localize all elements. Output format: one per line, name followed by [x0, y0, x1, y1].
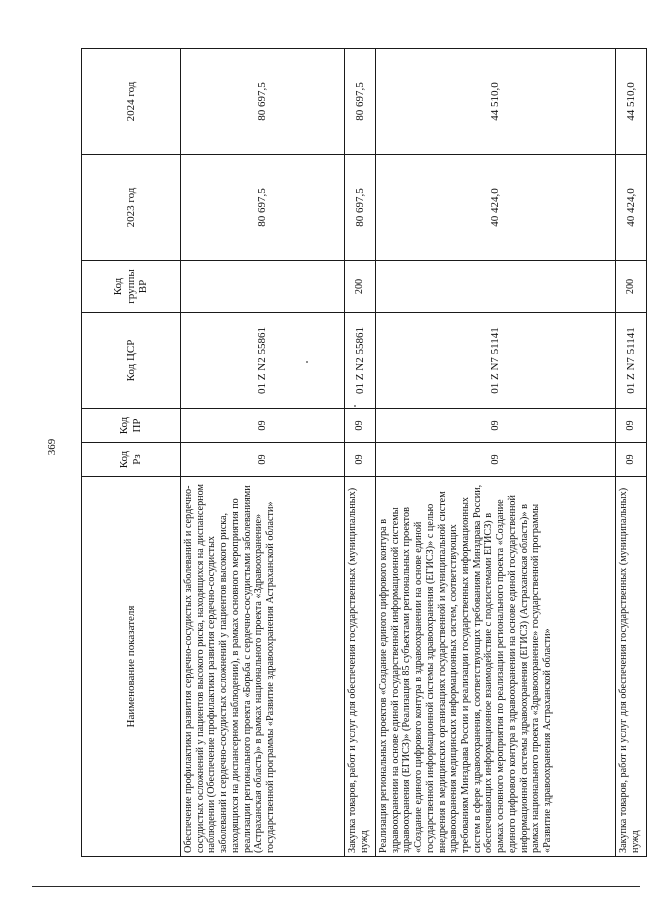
row-rz: 09: [376, 443, 616, 477]
row-pr: 09: [181, 409, 345, 443]
row-csr: 01 Z N7 51141: [616, 313, 647, 409]
row-rz: 09: [181, 443, 345, 477]
row-csr: 01 Z N2 55861: [181, 313, 345, 409]
scan-speck: [306, 361, 308, 363]
scan-speck: [354, 405, 356, 407]
row-2024: 80 697,5: [345, 49, 376, 155]
row-2023: 80 697,5: [181, 155, 345, 261]
row-csr: 01 Z N7 51141: [376, 313, 616, 409]
table-row: [345, 49, 376, 857]
table-row: [181, 49, 345, 857]
row-2023: 80 697,5: [345, 155, 376, 261]
row-2023: 40 424,0: [376, 155, 616, 261]
row-pr: 09: [376, 409, 616, 443]
table-row: [616, 49, 647, 857]
row-name: Реализация региональных проектов «Создание единого цифрового контура в здравоохранении на основе единой государственной информационной системы здравоохранения (ЕГИСЗ)» (Реализация 85 субъектами региональных проектов «Создание единого цифрового контура в здравоохранении на основе единой государственной информационной системы здравоохранения (ЕГИСЗ)» с целью внедрения в медицинских организациях государственной и муниципальной систем здравоохранения медицинских информационных систем, соответствующих требованиям Минздрава России и реализации государственных информационных систем в сфере здравоохранения, соответствующих требованиям Минздрава России, обеспечивающих информационное взаимодействие с подсистемами ЕГИСЗ) в рамках основного мероприятия по реализации регионального проекта «Создание единого цифрового контура в здравоохранении на основе единой государственной информационной системы здравоохранения (ЕГИСЗ) (Астраханская область)» в рамках национального проекта «Здравоохранение» государственной программы «Развитие здравоохранения Астраханской области»: [376, 477, 616, 857]
page-bottom-rule: [32, 886, 640, 887]
rotated-table-container: [81, 49, 641, 857]
table-header-row: [82, 49, 181, 857]
row-pr: 09: [345, 409, 376, 443]
row-name: Обеспечение профилактики развития сердечно-сосудистых заболеваний и сердечно-сосудистых осложнений у пациентов высокого риска, находящихся на диспансерном наблюдении (Обеспечение профилактики развития сердечно-сосудистых заболеваний и сердечно-сосудистых осложнений у пациентов высокого риска, находящихся на диспансерном наблюдении), в рамках основного мероприятия по реализации регионального проекта «Борьба с сердечно-сосудистыми заболеваниями (Астраханская область)» в рамках национального проекта «Здравоохранение» государственной программы «Развитие здравоохранения Астраханской области»: [181, 477, 345, 857]
row-2024: 44 510,0: [376, 49, 616, 155]
row-2023: 40 424,0: [616, 155, 647, 261]
budget-table: [81, 48, 647, 857]
table-row: [376, 49, 616, 857]
row-name: Закупка товаров, работ и услуг для обеспечения государственных (муниципальных) нужд: [345, 477, 376, 857]
row-name: Закупка товаров, работ и услуг для обеспечения государственных (муниципальных) нужд: [616, 477, 647, 857]
row-rz: 09: [616, 443, 647, 477]
header-2024: 2024 год: [82, 49, 181, 155]
row-pr: 09: [616, 409, 647, 443]
row-vr: 200: [616, 261, 647, 313]
header-vr: Код группы ВР: [82, 261, 181, 313]
row-vr: [376, 261, 616, 313]
row-2024: 80 697,5: [181, 49, 345, 155]
row-vr: [181, 261, 345, 313]
header-pr: Код ПР: [82, 409, 181, 443]
page-number: 369: [46, 438, 58, 456]
row-csr: 01 Z N2 55861: [345, 313, 376, 409]
header-2023: 2023 год: [82, 155, 181, 261]
header-csr: Код ЦСР: [82, 313, 181, 409]
row-vr: 200: [345, 261, 376, 313]
header-name: Наименование показателя: [82, 477, 181, 857]
row-rz: 09: [345, 443, 376, 477]
row-2024: 44 510,0: [616, 49, 647, 155]
header-rz: Код Рз: [82, 443, 181, 477]
